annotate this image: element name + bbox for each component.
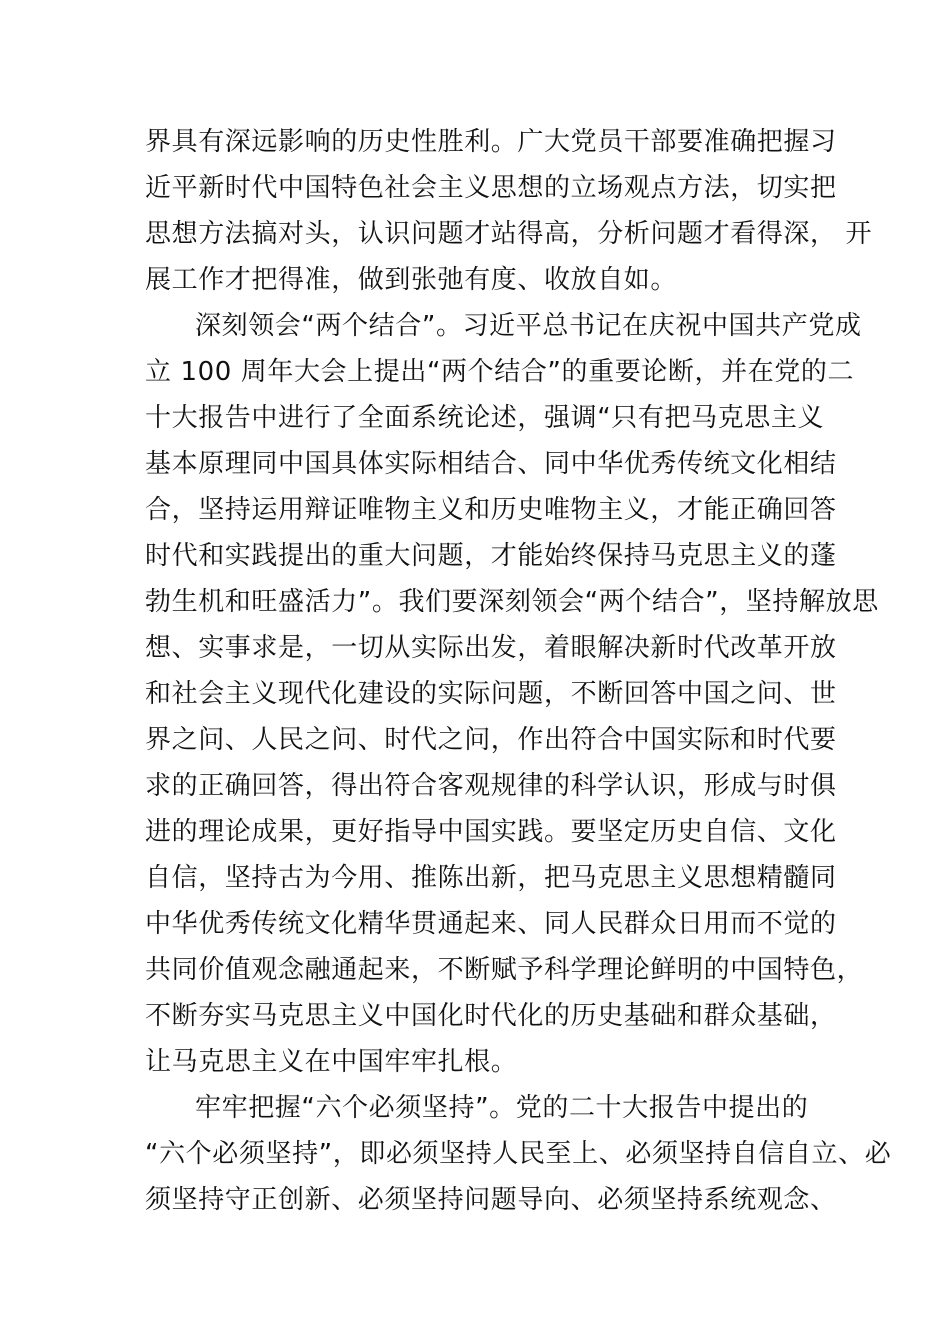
text-line: 和社会主义现代化建设的实际问题，不断回答中国之问、世 — [145, 679, 837, 709]
text-line: 中华优秀传统文化精华贯通起来、同人民群众日用而不觉的 — [145, 909, 837, 939]
text-line: 自信，坚持古为今用、推陈出新，把马克思主义思想精髓同 — [145, 863, 837, 893]
text-line: 展工作才把得准，做到张弛有度、收放自如。 — [145, 265, 678, 295]
text-line: 十大报告中进行了全面系统论述，强调“只有把马克思主义 — [145, 403, 825, 433]
text-line: 基本原理同中国具体实际相结合、同中华优秀传统文化相结 — [145, 449, 837, 479]
text-line: 进的理论成果，更好指导中国实践。要坚定历史自信、文化 — [145, 817, 837, 847]
text-line: 近平新时代中国特色社会主义思想的立场观点方法，切实把 — [145, 173, 837, 203]
text-line: 界具有深远影响的历史性胜利。广大党员干部要准确把握习 — [145, 127, 837, 157]
text-line: 求的正确回答，得出符合客观规律的科学认识，形成与时俱 — [145, 771, 837, 801]
text-line: 让马克思主义在中国牢牢扎根。 — [145, 1047, 518, 1077]
text-line: “六个必须坚持”，即必须坚持人民至上、必须坚持自信自立、必 — [145, 1139, 892, 1169]
text-line: 界之问、人民之问、时代之问，作出符合中国实际和时代要 — [145, 725, 837, 755]
text-line: 时代和实践提出的重大问题，才能始终保持马克思主义的蓬 — [145, 541, 837, 571]
paragraph-start-line: 深刻领会“两个结合”。习近平总书记在庆祝中国共产党成 — [195, 311, 862, 341]
text-line: 思想方法搞对头，认识问题才站得高，分析问题才看得深， 开 — [145, 219, 873, 249]
text-line: 须坚持守正创新、必须坚持问题导向、必须坚持系统观念、 — [145, 1185, 837, 1215]
text-line: 不断夯实马克思主义中国化时代化的历史基础和群众基础， — [145, 1001, 837, 1031]
text-line: 合，坚持运用辩证唯物主义和历史唯物主义，才能正确回答 — [145, 495, 837, 525]
paragraph-start-line: 牢牢把握“六个必须坚持”。党的二十大报告中提出的 — [195, 1093, 809, 1123]
text-line: 想、实事求是，一切从实际出发，着眼解决新时代改革开放 — [145, 633, 837, 663]
text-line: 勃生机和旺盛活力”。我们要深刻领会“两个结合”，坚持解放思 — [145, 587, 879, 617]
text-line: 立 100 周年大会上提出“两个结合”的重要论断，并在党的二 — [145, 357, 855, 387]
text-line: 共同价值观念融通起来，不断赋予科学理论鲜明的中国特色， — [145, 955, 864, 985]
